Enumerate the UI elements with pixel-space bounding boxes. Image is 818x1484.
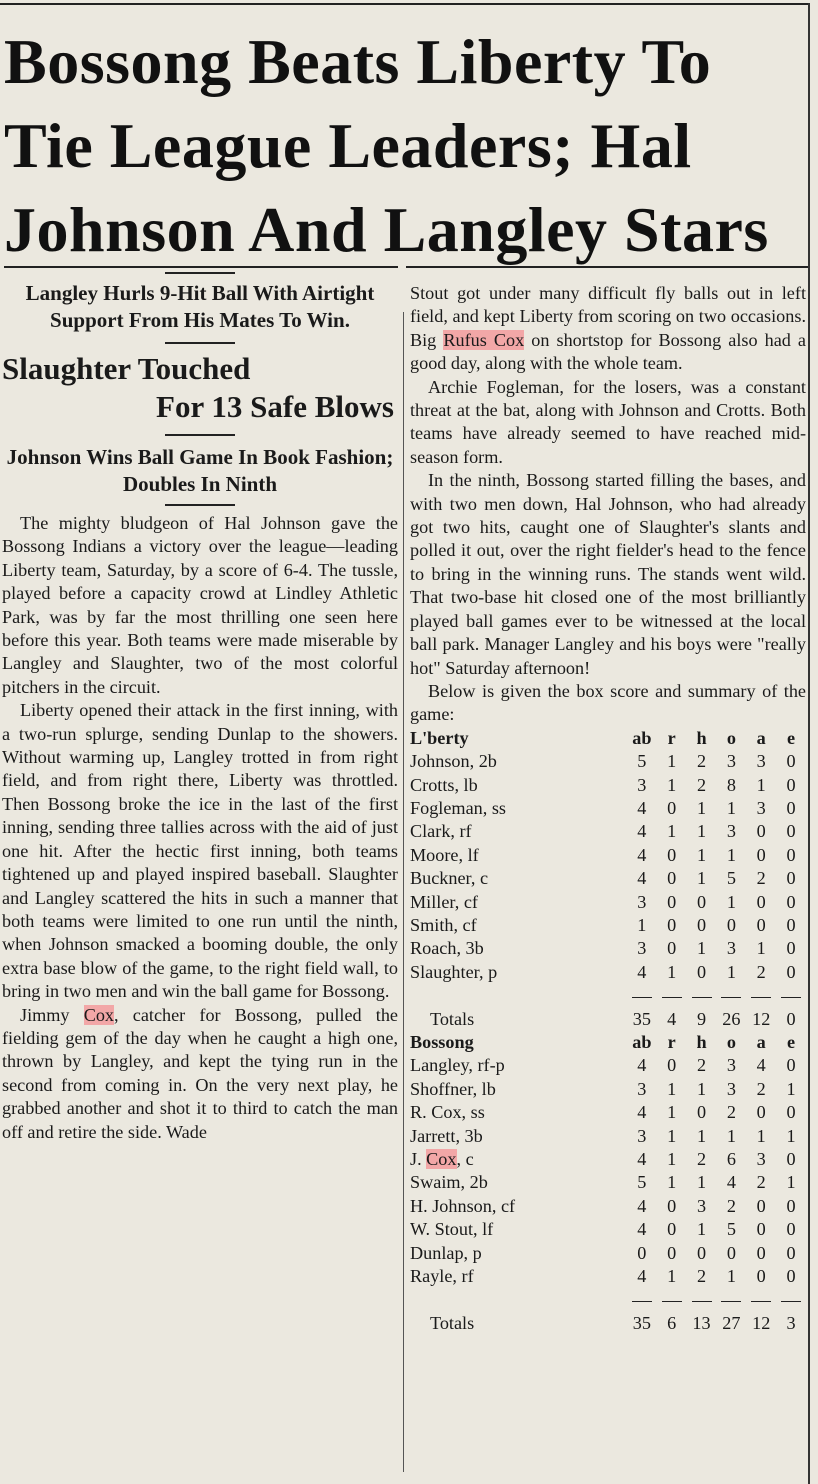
deck-3: Johnson Wins Ball Game In Book Fashion; Doubles In Ninth xyxy=(6,445,394,496)
stat-cell: 1 xyxy=(667,1266,677,1287)
player-name: Shoffner, lb xyxy=(410,1078,496,1099)
stat-cell: 1 xyxy=(726,1125,736,1146)
stat-cell: 1 xyxy=(786,1078,796,1099)
stat-cell: 4 xyxy=(637,821,647,842)
stat-cell: 2 xyxy=(726,1102,736,1123)
column-header: r xyxy=(667,727,676,748)
stat-cell: 0 xyxy=(696,891,707,912)
player-name-text: J. xyxy=(410,1149,427,1170)
stat-cell: 3 xyxy=(637,774,647,795)
deck-2-line-2: For 13 Safe Blows xyxy=(156,389,394,424)
box-score-row xyxy=(410,914,806,937)
article-paragraph: Liberty opened their attack in the first inning, with a two-run splurge, sending Dunlap to the showers. Without warming up, Langley trotted in from right field, and from right there, Liberty was throttled. Then Bossong broke the ice in the last of the first inning, sending three tallies across with the aid of just one hit. After the hectic first inning, both teams tightened up and played inspired baseball. Slaughter and Langley scattered the hits in such a manner that both teams were limited to one run until the ninth, when Johnson smacked a booming double, the only extra base blow of the game, to the right field wall, to bring in two men and win the ball game for Bossong. xyxy=(2,700,398,1002)
stat-cell: 3 xyxy=(756,751,766,772)
player-name-text: , c xyxy=(456,1149,474,1170)
stat-cell: 1 xyxy=(696,868,707,889)
player-name: Fogleman, ss xyxy=(410,797,506,818)
stat-cell: 5 xyxy=(637,751,647,772)
stat-cell: 0 xyxy=(667,1055,677,1076)
stat-cell: 1 xyxy=(726,961,736,982)
column-header: ab xyxy=(632,1032,652,1052)
totals-cell: 26 xyxy=(722,1008,741,1029)
deck-rule xyxy=(165,434,235,436)
player-name: Clark, rf xyxy=(410,821,472,842)
left-column xyxy=(2,272,398,1144)
stat-cell: 1 xyxy=(696,1078,707,1099)
stat-cell: 1 xyxy=(756,938,766,959)
stat-cell: 1 xyxy=(667,961,677,982)
totals-cell: 27 xyxy=(722,1312,741,1333)
player-name: Slaughter, p xyxy=(410,961,498,982)
stat-cell: 0 xyxy=(786,868,796,889)
stat-cell: 4 xyxy=(637,1055,647,1076)
box-score-row xyxy=(410,797,806,820)
stat-cell: 0 xyxy=(786,938,796,959)
stat-cell: 1 xyxy=(786,1125,796,1146)
player-name: Roach, 3b xyxy=(410,938,484,959)
paragraph-text: on shortstop for Bossong also had a good day, along with the whole team. xyxy=(410,329,806,374)
box-score-row xyxy=(410,1054,806,1077)
stat-cell: 3 xyxy=(726,1078,736,1099)
deck-2 xyxy=(2,350,398,426)
stat-cell: 1 xyxy=(696,1125,707,1146)
highlighted-name: Rufus Cox xyxy=(443,329,525,350)
stat-cell: 0 xyxy=(667,844,677,865)
stat-cell: 1 xyxy=(726,891,736,912)
stat-cell: 4 xyxy=(726,1172,736,1193)
deck-rule xyxy=(165,504,235,506)
totals-rule xyxy=(627,1288,657,1311)
stat-cell: 1 xyxy=(696,821,707,842)
headline-rule-right xyxy=(406,266,808,268)
stat-cell: 3 xyxy=(637,891,647,912)
stat-cell: 3 xyxy=(726,751,736,772)
stat-cell: 5 xyxy=(726,1219,736,1240)
column-header: e xyxy=(787,1032,796,1052)
stat-cell: 1 xyxy=(696,1172,707,1193)
box-score-totals-row xyxy=(410,1008,806,1031)
totals-cell: 12 xyxy=(752,1008,771,1029)
headline-rule-left xyxy=(4,266,398,268)
stat-cell: 2 xyxy=(696,774,707,795)
highlighted-name: Cox xyxy=(426,1149,457,1170)
player-name: Johnson, 2b xyxy=(410,751,497,772)
column-header: a xyxy=(756,1032,766,1052)
stat-cell: 0 xyxy=(756,1266,766,1287)
stat-cell: 0 xyxy=(786,1266,796,1287)
totals-rule xyxy=(746,984,776,1007)
stat-cell: 3 xyxy=(637,1125,647,1146)
blank-cell xyxy=(410,984,627,1007)
box-score-row xyxy=(410,1101,806,1124)
box-score-row xyxy=(410,1125,806,1148)
stat-cell: 0 xyxy=(786,1219,796,1240)
headline-line-3: Johnson And Langley Stars xyxy=(4,194,769,265)
stat-cell: 1 xyxy=(667,751,677,772)
stat-cell: 4 xyxy=(637,844,647,865)
totals-rule xyxy=(776,984,806,1007)
stat-cell: 0 xyxy=(726,1242,736,1263)
column-header: ab xyxy=(632,727,652,748)
right-border-rule xyxy=(808,3,810,1484)
stat-cell: 4 xyxy=(637,868,647,889)
player-name: Crotts, lb xyxy=(410,774,478,795)
player-name: H. Johnson, cf xyxy=(410,1195,516,1216)
stat-cell: 1 xyxy=(696,938,707,959)
stat-cell: 1 xyxy=(696,1219,707,1240)
paragraph-text: Stout got under many difficult fly balls out in left field, and kept Liberty from scoring on two occasions. Big xyxy=(410,283,806,350)
totals-cell: 12 xyxy=(752,1312,771,1333)
player-name: Swaim, 2b xyxy=(410,1172,488,1193)
stat-cell: 4 xyxy=(637,1266,647,1287)
column-header: a xyxy=(756,727,766,748)
column-divider xyxy=(403,312,404,1472)
stat-cell: 2 xyxy=(696,1266,707,1287)
box-score-row xyxy=(410,1265,806,1288)
stat-cell: 1 xyxy=(726,844,736,865)
stat-cell: 2 xyxy=(696,1055,707,1076)
column-header: o xyxy=(726,727,736,748)
stat-cell: 1 xyxy=(786,1172,796,1193)
stat-cell: 0 xyxy=(786,1195,796,1216)
stat-cell: 1 xyxy=(667,774,677,795)
player-name: Moore, lf xyxy=(410,844,479,865)
stat-cell: 6 xyxy=(726,1149,736,1170)
paragraph-text: , catcher for Bossong, pulled the fielding gem of the day when he caught a high one, thrown by Langley, and kept the tying run in the second from coming in. On the very next play, he grabbed another and shot it to third to catch the man off and retire the side. Wade xyxy=(2,1004,398,1142)
stat-cell: 2 xyxy=(696,751,707,772)
team-name: Bossong xyxy=(410,1032,474,1052)
article-paragraph xyxy=(2,1004,398,1144)
headline-line-2: Tie League Leaders; Hal xyxy=(4,110,692,181)
stat-cell: 2 xyxy=(756,1078,766,1099)
player-name: R. Cox, ss xyxy=(410,1102,485,1123)
totals-rule xyxy=(716,984,746,1007)
article-body-left xyxy=(2,512,398,1144)
stat-cell: 0 xyxy=(786,774,796,795)
box-score-row xyxy=(410,1218,806,1241)
box-score-row xyxy=(410,1195,806,1218)
stat-cell: 1 xyxy=(667,821,677,842)
article-paragraph: Below is given the box score and summary of the game: xyxy=(410,680,806,725)
column-header: r xyxy=(667,1032,676,1052)
stat-cell: 3 xyxy=(726,938,736,959)
stat-cell: 0 xyxy=(756,1242,766,1263)
stat-cell: 3 xyxy=(756,1149,766,1170)
right-column xyxy=(410,282,806,1335)
totals-rule xyxy=(776,1288,806,1311)
stat-cell: 0 xyxy=(786,821,796,842)
article-paragraph: Archie Fogleman, for the losers, was a constant threat at the bat, along with Johnson and Crotts. Both teams have already seemed to have reached mid-season form. xyxy=(410,376,806,467)
stat-cell: 4 xyxy=(637,961,647,982)
stat-cell: 4 xyxy=(637,1149,647,1170)
headline xyxy=(4,20,804,272)
stat-cell: 1 xyxy=(696,844,707,865)
player-name: Langley, rf-p xyxy=(410,1055,505,1076)
column-header: h xyxy=(696,727,707,748)
stat-cell: 0 xyxy=(667,891,677,912)
stat-cell: 0 xyxy=(786,1242,796,1263)
stat-cell: 3 xyxy=(637,938,647,959)
player-name: Dunlap, p xyxy=(410,1242,482,1263)
totals-cell: 0 xyxy=(786,1008,796,1029)
box-score-row xyxy=(410,1171,806,1194)
stat-cell: 3 xyxy=(696,1195,707,1216)
stat-cell: 5 xyxy=(637,1172,647,1193)
column-header: e xyxy=(787,727,796,748)
player-name: Buckner, c xyxy=(410,868,489,889)
deck-rule xyxy=(165,272,235,274)
stat-cell: 0 xyxy=(667,914,677,935)
stat-cell: 1 xyxy=(667,1149,677,1170)
stat-cell: 0 xyxy=(667,1195,677,1216)
totals-rule-row xyxy=(410,984,806,1007)
stat-cell: 2 xyxy=(756,961,766,982)
box-score-row xyxy=(410,1148,806,1171)
totals-label: Totals xyxy=(430,1312,475,1333)
stat-cell: 1 xyxy=(726,797,736,818)
totals-cell: 35 xyxy=(632,1008,651,1029)
totals-rule xyxy=(687,1288,717,1311)
stat-cell: 0 xyxy=(696,914,707,935)
totals-rule-row xyxy=(410,1288,806,1311)
stat-cell: 0 xyxy=(667,868,677,889)
stat-cell: 3 xyxy=(726,821,736,842)
totals-rule xyxy=(716,1288,746,1311)
article-paragraph xyxy=(410,282,806,376)
stat-cell: 0 xyxy=(696,1102,707,1123)
stat-cell: 0 xyxy=(667,1242,677,1263)
stat-cell: 1 xyxy=(756,774,766,795)
stat-cell: 1 xyxy=(667,1125,677,1146)
box-score-row xyxy=(410,1078,806,1101)
stat-cell: 0 xyxy=(637,1242,647,1263)
stat-cell: 0 xyxy=(696,1242,707,1263)
stat-cell: 0 xyxy=(756,914,766,935)
stat-cell: 0 xyxy=(696,961,707,982)
stat-cell: 0 xyxy=(756,1195,766,1216)
stat-cell: 1 xyxy=(756,1125,766,1146)
box-score-row xyxy=(410,891,806,914)
blank-cell xyxy=(410,1288,627,1311)
stat-cell: 5 xyxy=(726,868,736,889)
box-score-row xyxy=(410,774,806,797)
stat-cell: 0 xyxy=(667,938,677,959)
stat-cell: 0 xyxy=(756,821,766,842)
highlighted-name: Cox xyxy=(83,1004,115,1025)
article-paragraph: The mighty bludgeon of Hal Johnson gave the Bossong Indians a victory over the league—leading Liberty team, Saturday, by a score of 6-4. The tussle, played before a capacity crowd at Lindley Athletic Park, was by far the most thrilling one seen here before this year. Both teams were made miserable by Langley and Slaughter, two of the most colorful pitchers in the circuit. xyxy=(2,513,398,697)
stat-cell: 4 xyxy=(637,797,647,818)
box-score-team-header xyxy=(410,1031,806,1054)
stat-cell: 0 xyxy=(786,914,796,935)
stat-cell: 4 xyxy=(637,1102,647,1123)
stat-cell: 0 xyxy=(786,1149,796,1170)
stat-cell: 1 xyxy=(696,797,707,818)
totals-cell: 13 xyxy=(692,1312,711,1333)
stat-cell: 1 xyxy=(726,1266,736,1287)
totals-cell: 4 xyxy=(667,1008,677,1029)
headline-line-1: Bossong Beats Liberty To xyxy=(4,26,712,97)
player-name: Rayle, rf xyxy=(410,1266,474,1287)
stat-cell: 0 xyxy=(756,844,766,865)
box-score-row xyxy=(410,1242,806,1265)
stat-cell: 3 xyxy=(726,1055,736,1076)
stat-cell: 1 xyxy=(667,1172,677,1193)
stat-cell: 2 xyxy=(756,868,766,889)
article-paragraph: In the ninth, Bossong started filling the bases, and with two men down, Hal Johnson, who had already got two hits, caught one of Slaughter's slants and polled it out, over the right fielder's head to the fence to bring in the winning runs. The stands went wild. That two-base hit closed one of the most brilliantly played ball games ever to be witnessed at the local ball park. Manager Langley and his boys were "really hot" Saturday afternoon! xyxy=(410,470,806,678)
totals-cell: 6 xyxy=(667,1312,677,1333)
stat-cell: 0 xyxy=(756,1219,766,1240)
column-header: h xyxy=(696,1032,707,1052)
box-score-row xyxy=(410,750,806,773)
paragraph-text: Jimmy xyxy=(20,1004,70,1025)
stat-cell: 0 xyxy=(667,797,677,818)
stat-cell: 2 xyxy=(726,1195,736,1216)
deck-1: Langley Hurls 9-Hit Ball With Airtight Support From His Mates To Win. xyxy=(25,281,375,332)
totals-rule xyxy=(657,1288,687,1311)
deck-2-line-1: Slaughter Touched xyxy=(2,351,251,386)
stat-cell: 1 xyxy=(667,1102,677,1123)
totals-rule xyxy=(746,1288,776,1311)
stat-cell: 0 xyxy=(786,751,796,772)
stat-cell: 0 xyxy=(786,797,796,818)
stat-cell: 2 xyxy=(696,1149,707,1170)
stat-cell: 0 xyxy=(667,1219,677,1240)
player-name: Jarrett, 3b xyxy=(410,1125,483,1146)
box-score-row xyxy=(410,961,806,984)
stat-cell: 4 xyxy=(637,1219,647,1240)
player-name: Miller, cf xyxy=(410,891,478,912)
player-name xyxy=(410,1148,627,1171)
column-header: o xyxy=(726,1032,736,1052)
stat-cell: 1 xyxy=(667,1078,677,1099)
box-score-table xyxy=(410,727,806,1336)
box-score-row xyxy=(410,820,806,843)
deck-rule xyxy=(165,342,235,344)
totals-label: Totals xyxy=(430,1008,475,1029)
totals-rule xyxy=(627,984,657,1007)
stat-cell: 0 xyxy=(756,891,766,912)
stat-cell: 2 xyxy=(756,1172,766,1193)
totals-cell: 9 xyxy=(696,1008,707,1029)
box-score-row xyxy=(410,937,806,960)
player-name: Smith, cf xyxy=(410,914,477,935)
stat-cell: 3 xyxy=(756,797,766,818)
stat-cell: 4 xyxy=(637,1195,647,1216)
stat-cell: 1 xyxy=(637,914,647,935)
totals-cell: 3 xyxy=(786,1312,796,1333)
stat-cell: 0 xyxy=(726,914,736,935)
box-score-team-header xyxy=(410,727,806,750)
box-score-totals-row xyxy=(410,1312,806,1335)
stat-cell: 0 xyxy=(786,1102,796,1123)
stat-cell: 0 xyxy=(786,961,796,982)
stat-cell: 8 xyxy=(726,774,736,795)
stat-cell: 4 xyxy=(756,1055,766,1076)
article-body-right xyxy=(410,282,806,727)
totals-rule xyxy=(687,984,717,1007)
stat-cell: 3 xyxy=(637,1078,647,1099)
stat-cell: 0 xyxy=(786,1055,796,1076)
box-score-row xyxy=(410,867,806,890)
totals-rule xyxy=(657,984,687,1007)
player-name: W. Stout, lf xyxy=(410,1219,494,1240)
box-score-row xyxy=(410,844,806,867)
team-name: L'berty xyxy=(410,727,469,748)
top-border-rule xyxy=(0,3,808,5)
stat-cell: 0 xyxy=(786,891,796,912)
stat-cell: 0 xyxy=(786,844,796,865)
totals-cell: 35 xyxy=(632,1312,651,1333)
stat-cell: 0 xyxy=(756,1102,766,1123)
